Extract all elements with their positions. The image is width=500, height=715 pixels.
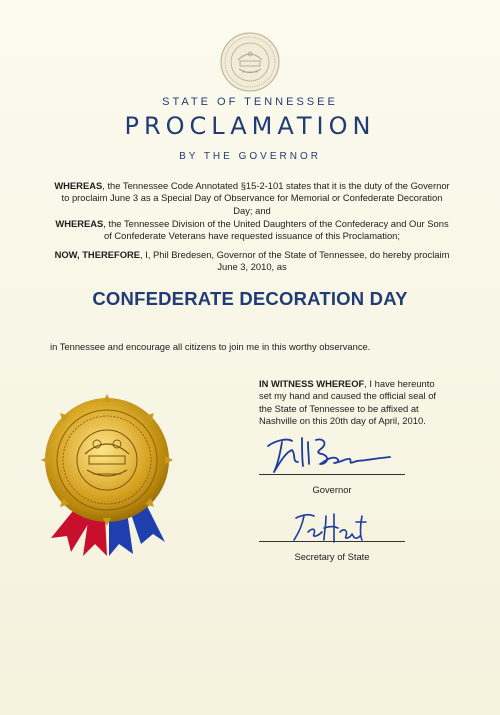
- paragraph-lead: WHEREAS: [54, 180, 103, 191]
- by-governor-line: BY THE GOVERNOR: [179, 151, 321, 162]
- now-therefore-paragraph: [52, 249, 452, 274]
- governor-signature-line: [259, 474, 405, 475]
- whereas-paragraph-1: [52, 180, 452, 217]
- witness-paragraph: [259, 378, 449, 428]
- witness-lead: IN WITNESS WHEREOF: [259, 378, 365, 389]
- whereas-paragraph-2: [52, 218, 452, 243]
- paragraph-lead: WHEREAS: [55, 218, 104, 229]
- paragraph-lead: NOW, THEREFORE: [54, 249, 141, 260]
- page-title: PROCLAMATION: [124, 112, 376, 140]
- paragraph-text: , the Tennessee Division of the United Daughters of the Confederacy and Our Sons of Confederate Veterans have requested issuance of this Proclamation;: [103, 218, 449, 242]
- witness-text: , I have hereunto set my hand and caused the official seal of the State of Tennessee to be affixed at Nashville on this 20th day of April, 2010.: [259, 378, 437, 427]
- paragraph-text: , the Tennessee Code Annotated §15-2-101 states that it is the duty of the Governor to proclaim June 3 as a Special Day of Observance for Memorial or Confederate Decoration Day; and: [61, 180, 450, 216]
- observance-line: in Tennessee and encourage all citizens to join me in this worthy observance.: [50, 341, 371, 352]
- gold-state-seal-icon: [37, 388, 177, 568]
- event-title: CONFEDERATE DECORATION DAY: [92, 288, 408, 309]
- secretary-title: Secretary of State: [294, 551, 370, 562]
- paragraph-text: , I, Phil Bredesen, Governor of the State of Tennessee, do hereby proclaim June 3, 2010, as: [140, 249, 450, 273]
- secretary-signature-line: [259, 541, 405, 542]
- governor-title: Governor: [312, 484, 352, 495]
- tennessee-state-seal-icon: [220, 32, 280, 92]
- governor-signature: [262, 432, 397, 478]
- state-heading: STATE OF TENNESSEE: [162, 96, 338, 108]
